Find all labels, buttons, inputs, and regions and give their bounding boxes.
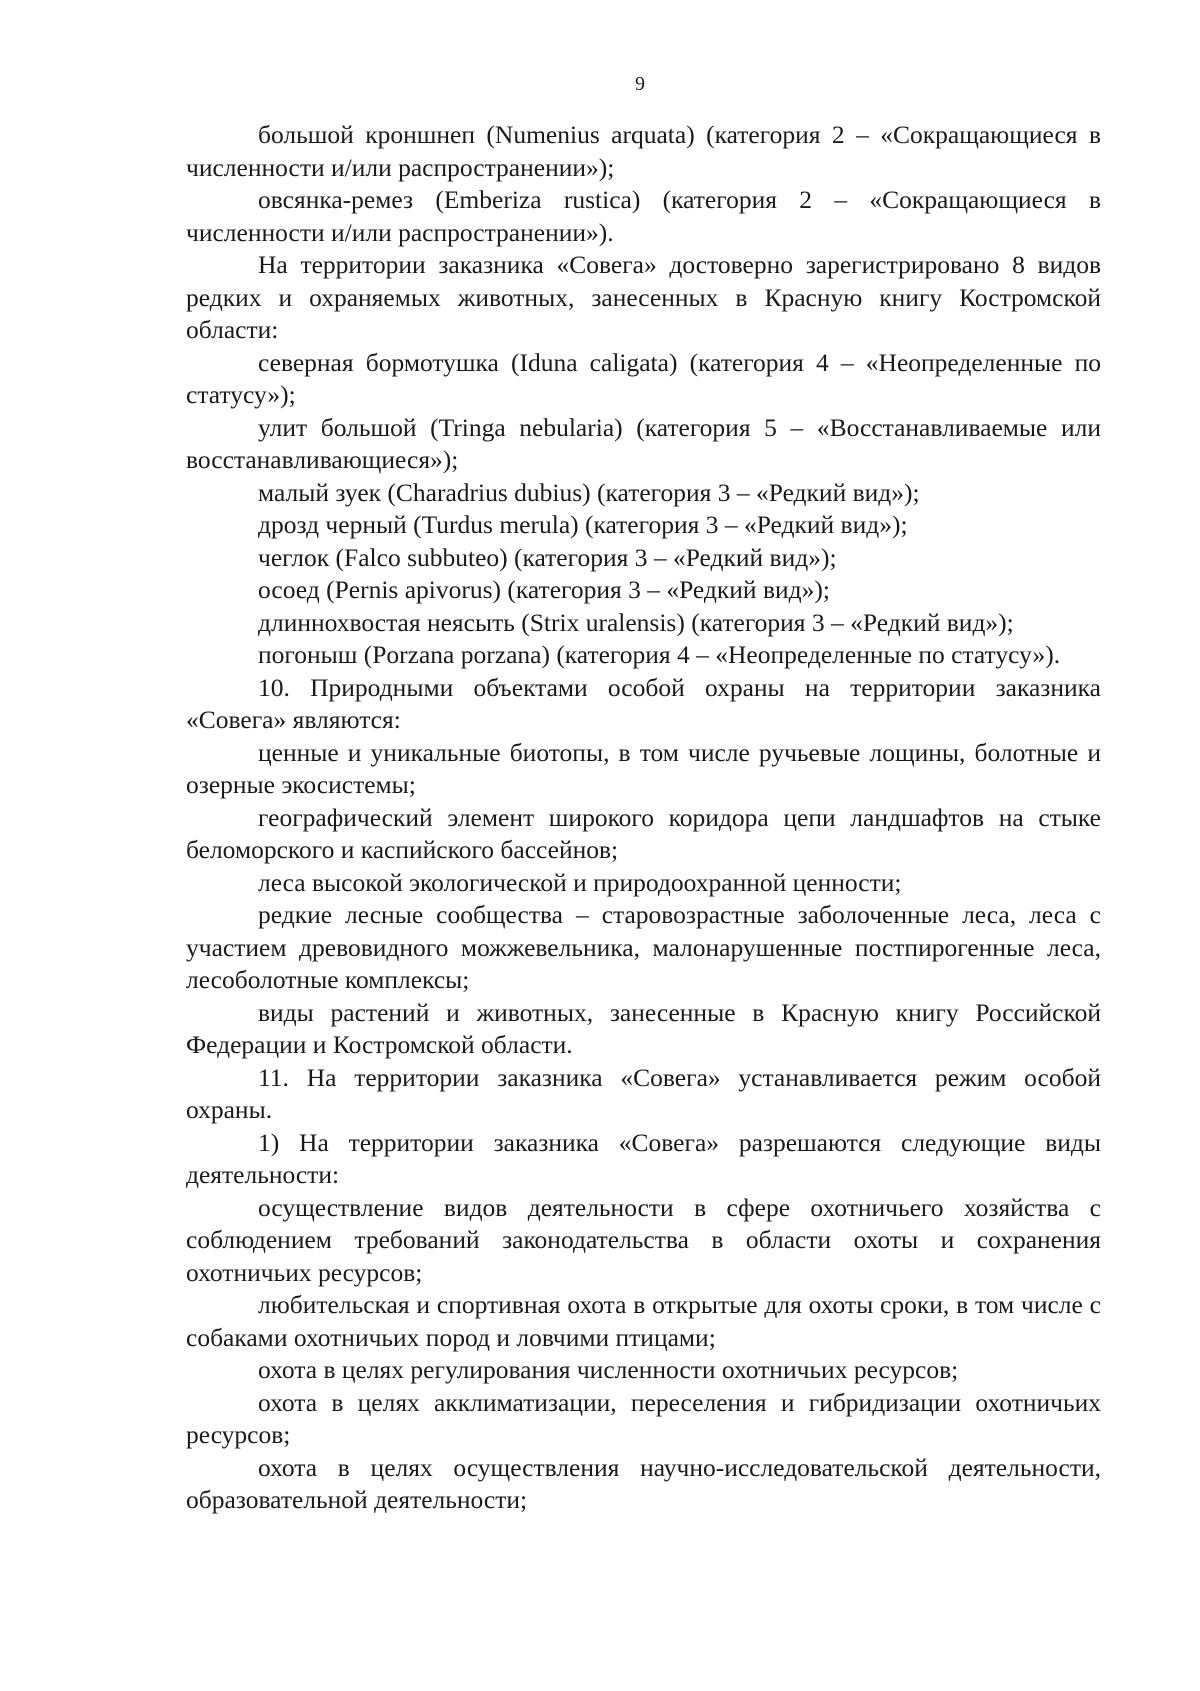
paragraph-regulation-hunting: охота в целях регулирования численности охотничьих ресурсов;	[258, 1355, 959, 1384]
paragraph-section-11: 11. На территории заказника «Совега» устанавливается режим особой охраны.	[186, 1062, 1101, 1124]
paragraph-amateur-hunting: любительская и спортивная охота в открытые для охоты сроки, в том числе с собаками охотничьих пород и ловчими птицами;	[186, 1290, 1101, 1352]
paragraph-ural-owl: длиннохвостая неясыть (Strix uralensis) (категория 3 – «Редкий вид»);	[258, 607, 1014, 637]
paragraph-blackbird: дрозд черный (Turdus merula) (категория 3 – «Редкий вид»);	[258, 510, 908, 539]
paragraph-landscape-corridor: географический элемент широкого коридора цепи ландшафтов на стыке беломорского и каспийского бассейнов;	[186, 802, 1101, 864]
paragraph-allowed-activities-intro: 1) На территории заказника «Совега» разрешаются следующие виды деятельности:	[186, 1127, 1101, 1189]
paragraph-curlew: большой кроншнеп (Numenius arquata) (категория 2 – «Сокращающиеся в численности и/или распространении»);	[186, 120, 1101, 182]
document-body	[186, 119, 1101, 1517]
paragraph-little-ringed-plover: малый зуек (Charadrius dubius) (категория 3 – «Редкий вид»);	[258, 477, 920, 507]
paragraph-spotted-crake: погоныш (Porzana porzana) (категория 4 – «Неопределенные по статусу»).	[258, 640, 1061, 669]
paragraph-hobby: чеглок (Falco subbuteo) (категория 3 – «Редкий вид»);	[258, 542, 837, 572]
paragraph-greenshank: улит большой (Tringa nebularia) (категория 5 – «Восстанавливаемые или восстанавливающиеся»);	[186, 412, 1101, 474]
paragraph-section-10: 10. Природными объектами особой охраны на территории заказника «Совега» являются:	[186, 672, 1101, 734]
paragraph-honey-buzzard: осоед (Pernis apivorus) (категория 3 – «Редкий вид»);	[258, 575, 830, 604]
paragraph-red-book-species: виды растений и животных, занесенные в Красную книгу Российской Федерации и Костромской области.	[186, 997, 1101, 1059]
paragraph-acclimatization-hunting: охота в целях акклиматизации, переселения и гибридизации охотничьих ресурсов;	[186, 1387, 1101, 1449]
paragraph-research-hunting: охота в целях осуществления научно-исследовательской деятельности, образовательной деятельности;	[186, 1452, 1101, 1514]
paragraph-rare-forest-communities: редкие лесные сообщества – старовозрастные заболоченные леса, леса с участием древовидного можжевельника, малонарушенные постпирогенные леса, лесоболотные комплексы;	[186, 900, 1101, 994]
paragraph-registered-species-intro: На территории заказника «Совега» достоверно зарегистрировано 8 видов редких и охраняемых животных, занесенных в Красную книгу Костромской области:	[186, 250, 1101, 344]
paragraph-booted-warbler: северная бормотушка (Iduna caligata) (категория 4 – «Неопределенные по статусу»);	[186, 347, 1101, 409]
paragraph-high-value-forests: леса высокой экологической и природоохранной ценности;	[258, 867, 902, 897]
paragraph-hunting-economy: осуществление видов деятельности в сфере охотничьего хозяйства с соблюдением требований законодательства в области охоты и сохранения охотничьих ресурсов;	[186, 1192, 1101, 1287]
paragraph-biotopes: ценные и уникальные биотопы, в том числе ручьевые лощины, болотные и озерные экосистемы;	[186, 737, 1101, 799]
paragraph-rustic-bunting: овсянка-ремез (Emberiza rustica) (категория 2 – «Сокращающиеся в численности и/или распространении»).	[186, 185, 1101, 247]
page-number: 9	[635, 73, 645, 95]
